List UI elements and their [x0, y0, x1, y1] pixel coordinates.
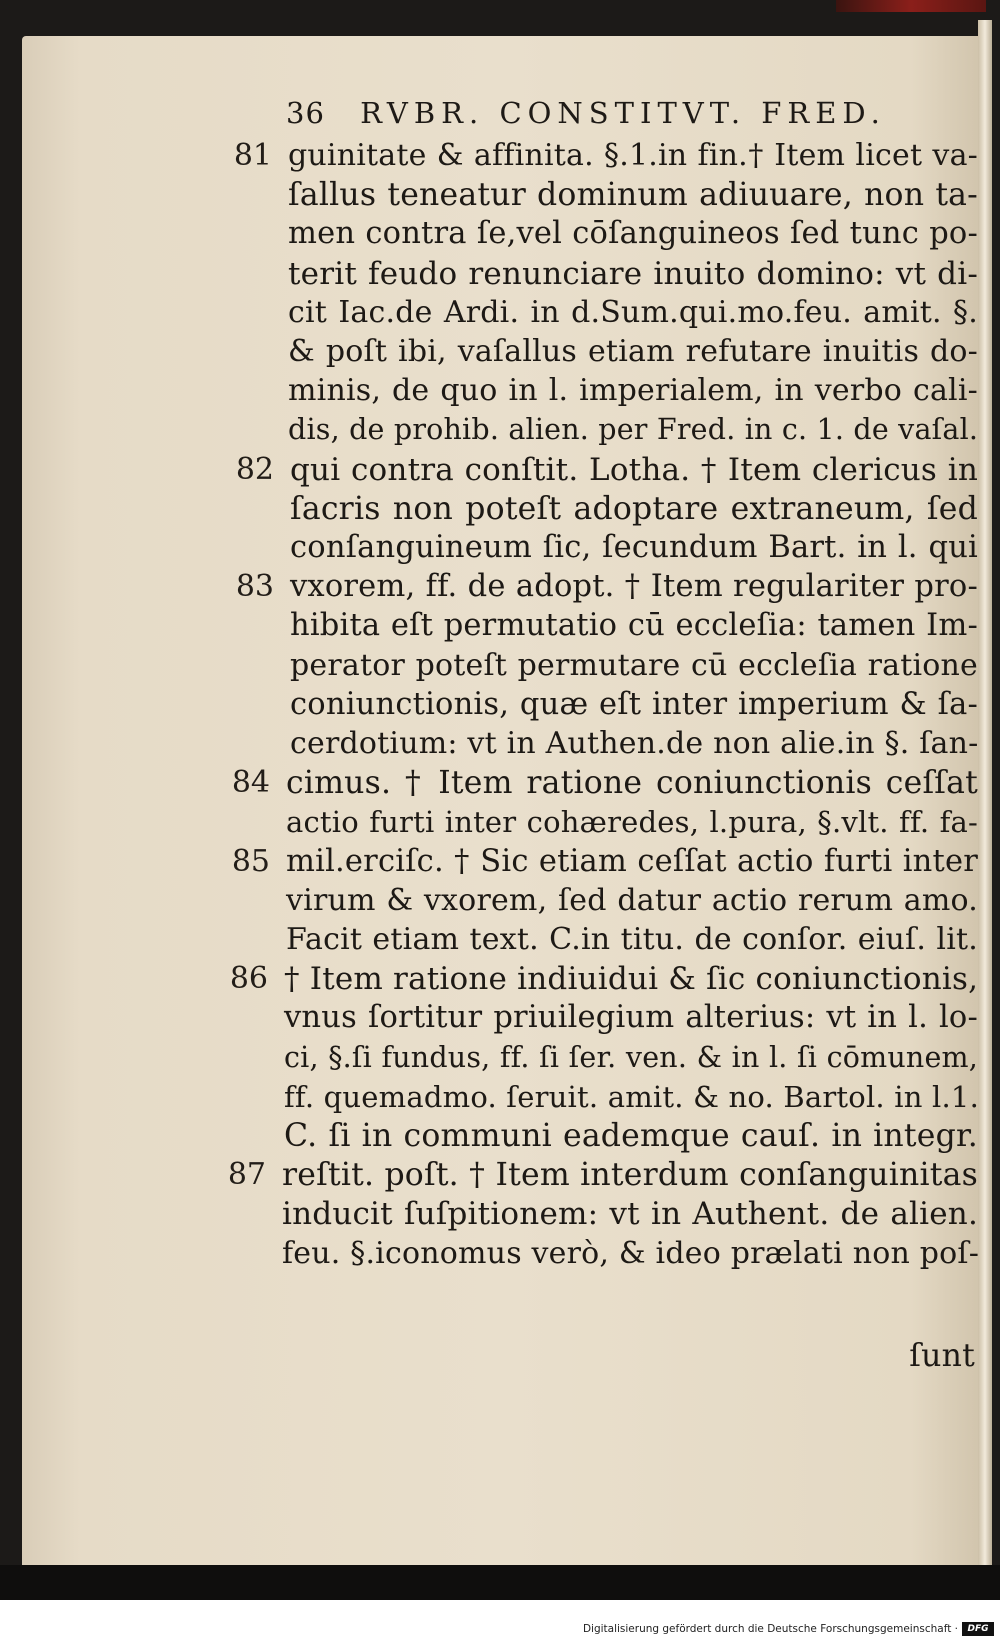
line-text: inducit ſuſpitionem: vt in Authent. de alien.: [282, 1196, 978, 1232]
text-line: [0, 489, 1000, 529]
line-text: ſacris non poteſt adoptare extraneum, ſed: [290, 491, 978, 527]
text-line: [0, 214, 1000, 254]
line-text: conſanguineum ſic, ſecundum Bart. in l. qui: [290, 530, 978, 565]
text-line: [0, 998, 1000, 1038]
line-text: ff. quemadmo. ſeruit. amit. & no. Bartol. in l.1.: [284, 1080, 979, 1114]
line-text: vnus ſortitur priuilegium alterius: vt in l. lo-: [284, 1000, 978, 1035]
line-text: ſallus teneatur dominum adiuuare, non ta-: [288, 177, 978, 213]
text-line: [0, 1234, 1000, 1274]
margin-note-number: 86: [229, 961, 268, 996]
text-line: [0, 1155, 1000, 1195]
text-line: [0, 332, 1000, 372]
margin-note-number: 87: [227, 1157, 266, 1192]
line-text: hibita eſt permutatio cū eccleſia: tamen Im-: [290, 608, 978, 643]
funding-credit: Digitalisierung gefördert durch die Deutsche Forschungsgemeinschaft ·: [582, 1623, 958, 1635]
text-line: [0, 254, 1000, 294]
line-text: cit Iac.de Ardi. in d.Sum.qui.mo.feu. amit. §.: [288, 295, 978, 330]
line-text: vxorem, ff. de adopt. † Item regulariter pro-: [290, 569, 978, 604]
line-text: & poſt ibi, vaſallus etiam refutare inuitis do-: [288, 334, 978, 369]
margin-note-number: 82: [235, 452, 274, 487]
line-text: Facit etiam text. C.in titu. de conſor. eiuſ. lit.: [286, 922, 978, 957]
line-text: minis, de quo in l. imperialem, in verbo cali-: [288, 373, 978, 408]
line-text: cimus. † Item ratione coniunctionis ceſſat: [286, 765, 978, 801]
text-line: [0, 567, 1000, 607]
dfg-logo: DFG: [962, 1622, 994, 1636]
margin-note-number: 83: [235, 569, 274, 604]
margin-note-number: 85: [231, 844, 270, 879]
text-line: [0, 136, 1000, 176]
text-line: [0, 528, 1000, 568]
text-line: [0, 802, 1000, 842]
text-line: [0, 881, 1000, 921]
scan-bottom-border: [0, 1565, 1000, 1600]
text-line: [0, 1194, 1000, 1234]
text-line: [0, 606, 1000, 646]
text-line: [0, 724, 1000, 764]
text-line: [0, 842, 1000, 882]
text-line: [0, 685, 1000, 725]
text-line: [0, 1116, 1000, 1156]
text-line: [0, 371, 1000, 411]
text-line: [0, 920, 1000, 960]
margin-note-number: 84: [231, 765, 270, 800]
line-text: ci, §.ſi fundus, ff. ſi ſer. ven. & in l. ſi cōmunem,: [284, 1041, 978, 1074]
text-line: [0, 959, 1000, 999]
line-text: coniunctionis, quæ eſt inter imperium & ſa-: [290, 687, 978, 722]
text-line: [0, 1038, 1000, 1078]
line-text: perator poteſt permutare cū eccleſia ratione: [290, 648, 978, 683]
page-number: 36: [286, 96, 325, 130]
running-head: [286, 96, 886, 130]
line-text: dis, de prohib. alien. per Fred. in c. 1. de vaſal.: [288, 413, 979, 446]
line-text: C. ſi in communi eademque cauſ. in integr.: [284, 1118, 978, 1154]
catchword: ſunt: [909, 1338, 975, 1374]
text-line: [0, 410, 1000, 450]
text-line: [0, 646, 1000, 686]
text-line: [0, 293, 1000, 333]
line-text: qui contra conſtit. Lotha. † Item clericus in: [290, 452, 978, 488]
line-text: † Item ratione indiuidui & ſic coniunctionis,: [284, 961, 979, 997]
line-text: men contra ſe,vel cōſanguineos ſed tunc po-: [288, 216, 978, 251]
line-text: cerdotium: vt in Authen.de non alie.in §. ſan-: [290, 726, 979, 761]
catchword-line: [0, 1336, 1000, 1376]
line-text: actio furti inter cohæredes, l.pura, §.vlt. ff. fa-: [286, 805, 978, 839]
line-text: mil.erciſc. † Sic etiam ceſſat actio furti inter: [286, 844, 978, 879]
line-text: terit feudo renunciare inuito domino: vt di-: [288, 256, 978, 292]
line-text: feu. §.iconomus verò, & ideo prælati non poſ-: [282, 1236, 980, 1271]
digitization-footer: [0, 1600, 1000, 1641]
line-text: guinitate & affinita. §.1.in fin.† Item licet va-: [288, 138, 978, 173]
line-text: virum & vxorem, ſed datur actio rerum amo.: [286, 883, 978, 918]
text-line: [0, 175, 1000, 215]
text-line: [0, 763, 1000, 803]
text-line: [0, 1077, 1000, 1117]
book-edge-red: [836, 0, 986, 12]
line-text: reſtit. poſt. † Item interdum conſanguinitas: [282, 1157, 978, 1193]
text-line: [0, 450, 1000, 490]
margin-note-number: 81: [233, 138, 272, 173]
running-head-title: RVBR. CONSTITVT. FRED.: [360, 96, 886, 130]
